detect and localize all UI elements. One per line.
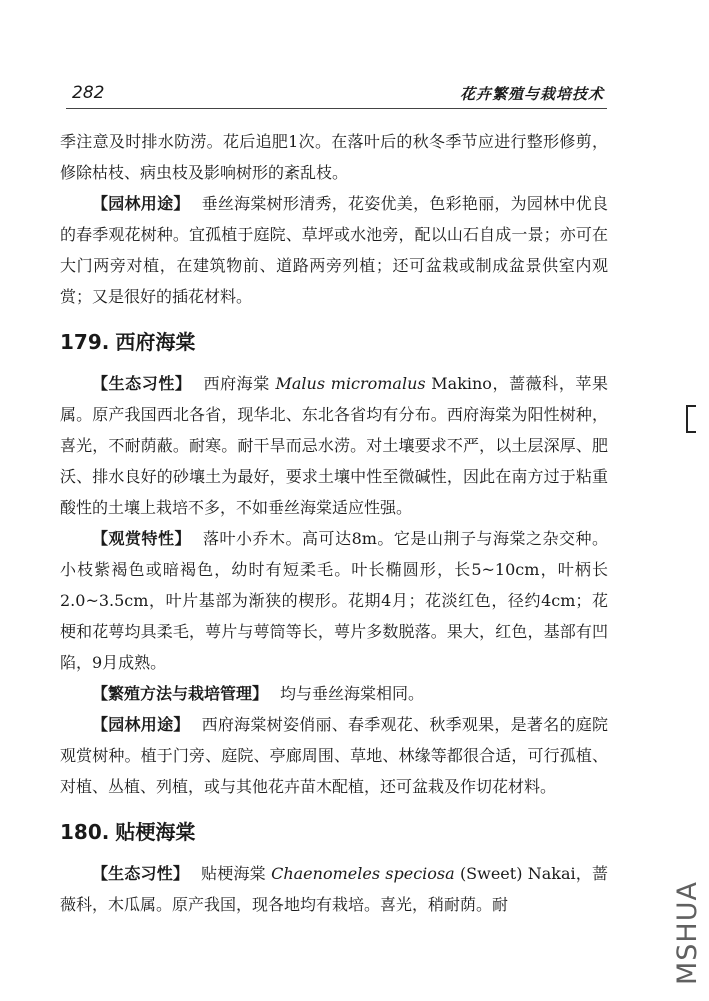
latin-name: Malus micromalus <box>275 374 426 393</box>
paragraph-text: 均与垂丝海棠相同。 <box>280 684 425 703</box>
section-number: 180. <box>60 820 110 844</box>
paragraph-label: 【园林用途】 <box>92 194 190 213</box>
paragraph-label: 【园林用途】 <box>92 715 190 734</box>
paragraph-label: 【观赏特性】 <box>92 529 192 548</box>
section-title: 贴梗海棠 <box>115 820 196 844</box>
paragraph-text: 西府海棠 <box>203 374 270 393</box>
paragraph-text: 落叶小乔木。高可达8m。它是山荆子与海棠之杂交种。小枝紫褐色或暗褐色，幼时有短柔毛。叶长椭圆形，长5~10cm，叶柄长2.0~3.5cm，叶片基部为渐狭的楔形。花期4月；花淡红色，径约4cm；花梗和花萼均具柔毛，萼片与萼筒等长，萼片多数脱落。果大，红色，基部有凹陷，9月成熟。 <box>60 529 608 672</box>
paragraph-text: (Sweet) Nakai，蔷薇科，木瓜属。原产我国，现各地均有栽培。喜光，稍耐荫。耐 <box>60 864 608 914</box>
paragraph-label: 【生态习性】 <box>92 864 190 883</box>
page-body <box>60 126 608 920</box>
garden-use-paragraph <box>60 709 608 802</box>
paragraph-text: 垂丝海棠树形清秀，花姿优美，色彩艳丽，为园林中优良的春季观花树种。宜孤植于庭院、草坪或水池旁，配以山石自成一景；亦可在大门两旁对植，在建筑物前、道路两旁列植；还可盆栽或制成盆景供室内观赏；又是很好的插花材料。 <box>60 194 608 306</box>
paragraph-label: 【繁殖方法与栽培管理】 <box>92 684 269 703</box>
paragraph-text: 贴梗海棠 <box>201 864 266 883</box>
ornamental-paragraph <box>60 523 608 678</box>
page-header <box>72 83 604 109</box>
paragraph-text: 西府海棠树姿俏丽、春季观花、秋季观果，是著名的庭院观赏树种。植于门旁、庭院、亭廊周围、草地、林缘等都很合适，可行孤植、对植、丛植、列植，或与其他花卉苗木配植，还可盆栽及作切花材料。 <box>60 715 608 796</box>
ecology-paragraph <box>60 858 608 920</box>
latin-name: Chaenomeles speciosa <box>271 864 455 883</box>
scan-edge-mark <box>686 405 696 433</box>
paragraph-text: Makino，蔷薇科，苹果属。原产我国西北各省，现华北、东北各省均有分布。西府海棠为阳性树种，喜光，不耐荫蔽。耐寒。耐干旱而忌水涝。对土壤要求不严，以土层深厚、肥沃、排水良好的砂壤土为最好，要求土壤中性至微碱性，因此在南方过于粘重酸性的土壤上栽培不多，不如垂丝海棠适应性强。 <box>60 374 608 517</box>
running-title: 花卉繁殖与栽培技术 <box>459 85 604 103</box>
ecology-paragraph <box>60 368 608 523</box>
propagation-paragraph <box>60 678 608 709</box>
garden-use-paragraph <box>60 188 608 312</box>
watermark: MSHUA <box>672 881 703 985</box>
continuation-paragraph: 季注意及时排水防涝。花后追肥1次。在落叶后的秋冬季节应进行整形修剪，修除枯枝、病虫枝及影响树形的紊乱枝。 <box>60 132 608 182</box>
section-title: 西府海棠 <box>115 330 196 354</box>
section-number: 179. <box>60 330 110 354</box>
section-heading-180 <box>60 814 608 850</box>
paragraph-label: 【生态习性】 <box>92 374 192 393</box>
section-heading-179 <box>60 324 608 360</box>
page-number: 282 <box>72 83 105 103</box>
header-rule <box>66 108 607 109</box>
